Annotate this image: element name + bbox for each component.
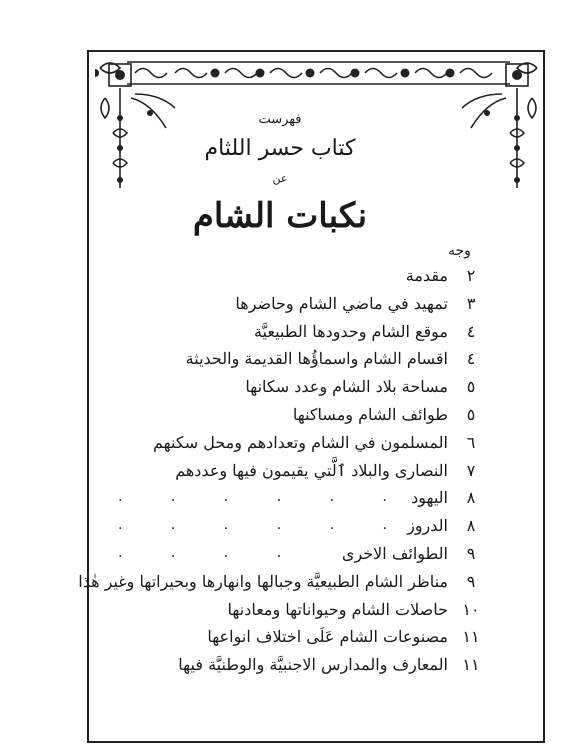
toc-entry: [78, 568, 476, 596]
book-title: كتاب حسر اللثام: [204, 136, 356, 161]
toc-page-number: ٨: [466, 516, 476, 536]
toc-page-number: ٩: [466, 543, 476, 563]
toc-title: مصنوعات الشام عَلَى اختلاف انواعها: [207, 627, 448, 647]
toc-leader-dots: . . . . . .: [118, 489, 409, 506]
toc-page-number: ٦: [466, 432, 476, 452]
toc-entry: [110, 262, 476, 290]
toc-page-number: ٥: [466, 377, 476, 397]
toc-page-number: ٩: [466, 571, 476, 591]
toc-title: حاصلات الشام وحيواناتها ومعادنها: [227, 599, 448, 619]
toc-page-number: ٧: [466, 460, 476, 480]
toc-entry: [110, 623, 480, 651]
toc-entry: [110, 540, 476, 568]
toc-title: النصارى والبلاد ٱلَّتي يقيمون فيها وعددهم: [175, 460, 448, 480]
toc-page-number: ١٠: [462, 599, 480, 619]
main-title: نكبات الشام: [192, 196, 368, 236]
toc-page-number: ٥: [466, 404, 476, 424]
toc-entry: [110, 484, 476, 512]
toc-entry: [110, 373, 476, 401]
toc-entry: [110, 345, 476, 373]
toc-entry: [110, 651, 480, 679]
title-connector: عن: [272, 172, 288, 185]
toc-title: موقع الشام وحدودها الطبيعيَّة: [253, 321, 448, 341]
toc-entry: [110, 290, 476, 318]
toc-page-number: ٤: [466, 321, 476, 341]
toc-entry: [110, 429, 476, 457]
table-of-contents: [78, 262, 480, 679]
toc-page-number: ٢: [466, 266, 476, 285]
toc-entry: [110, 401, 476, 429]
toc-title: الطوائف الاخرى: [341, 543, 448, 563]
toc-entry: [110, 318, 476, 346]
toc-title: مناظر الشام الطبيعيَّة وجبالها وانهارها وبحيراتها وغير هٰذا: [78, 571, 448, 591]
toc-title: مساحة بلاد الشام وعدد سكانها: [245, 377, 448, 397]
toc-title: اليهود: [411, 488, 448, 508]
toc-title: المسلمون في الشام وتعدادهم ومحل سكنهم: [153, 432, 448, 452]
toc-entry: [110, 596, 480, 624]
index-heading: فهرست: [258, 112, 302, 127]
toc-page-number: ١١: [462, 655, 480, 675]
toc-title: المعارف والمدارس الاجنبيَّة والوطنيَّة فيها: [178, 655, 448, 675]
toc-title: الدروز: [407, 516, 448, 536]
toc-page-number: ٨: [466, 488, 476, 508]
toc-page-number: ٣: [466, 293, 476, 313]
page-column-header: وجه: [448, 243, 471, 259]
toc-leader-dots: . . . .: [118, 544, 304, 561]
toc-leader-dots: . . . . . .: [118, 517, 409, 534]
toc-title: مقدمة: [405, 266, 448, 285]
toc-page-number: ٤: [466, 349, 476, 369]
toc-title: اقسام الشام واسماؤُها القديمة والحديثة: [185, 349, 448, 369]
toc-entry: [110, 512, 476, 540]
toc-entry: [110, 457, 476, 485]
toc-title: طوائف الشام ومساكنها: [292, 404, 448, 424]
toc-title: تمهيد في ماضي الشام وحاضرها: [235, 293, 448, 313]
toc-page-number: ١١: [462, 627, 480, 647]
